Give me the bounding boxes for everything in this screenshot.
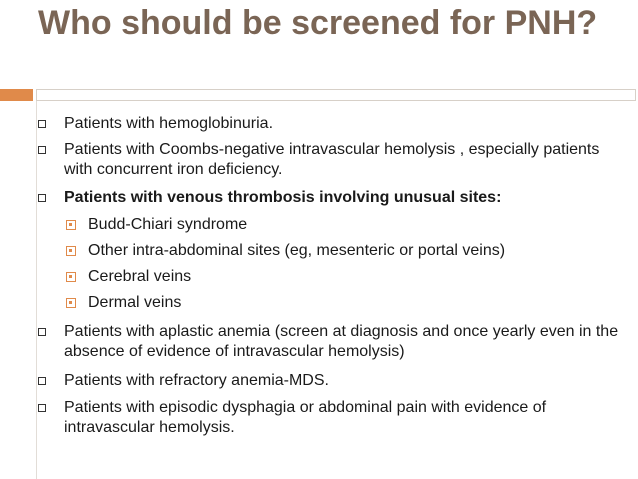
- orange-square-bullet-icon: [66, 272, 76, 282]
- hollow-square-bullet-icon: [38, 328, 46, 336]
- list-item: [64, 140, 624, 180]
- list-item: [64, 398, 624, 438]
- orange-square-bullet-icon: [66, 246, 76, 256]
- list-item-text: Patients with refractory anemia-MDS.: [64, 372, 329, 389]
- sub-list-item: [88, 293, 608, 313]
- list-item-text: Patients with venous thrombosis involving unusual sites:: [64, 189, 502, 206]
- orange-square-bullet-icon: [66, 220, 76, 230]
- hollow-square-bullet-icon: [38, 146, 46, 154]
- hollow-square-bullet-icon: [38, 194, 46, 202]
- hollow-square-bullet-icon: [38, 120, 46, 128]
- list-item: [64, 188, 624, 208]
- list-item: [64, 371, 624, 391]
- hollow-square-bullet-icon: [38, 404, 46, 412]
- sub-list-item-text: Dermal veins: [88, 294, 182, 311]
- list-item: [64, 114, 624, 134]
- slide-title: Who should be screened for PNH?: [38, 4, 598, 42]
- content-left-rule: [36, 101, 37, 479]
- list-item-text: Patients with Coombs-negative intravascular hemolysis , especially patients with concurrent iron deficiency.: [64, 141, 600, 178]
- title-accent-bar: [0, 89, 33, 101]
- list-item-text: Patients with aplastic anemia (screen at diagnosis and once yearly even in the absence of evidence of intravascular hemolysis): [64, 323, 619, 360]
- list-item: [64, 322, 624, 362]
- list-item-text: Patients with episodic dysphagia or abdominal pain with evidence of intravascular hemolysis.: [64, 399, 547, 436]
- sub-list-item-text: Budd-Chiari syndrome: [88, 216, 248, 233]
- list-item-text: Patients with hemoglobinuria.: [64, 115, 274, 132]
- sub-list-item: [88, 215, 608, 235]
- sub-list-item: [88, 241, 608, 261]
- title-divider: [36, 89, 636, 101]
- hollow-square-bullet-icon: [38, 377, 46, 385]
- sub-list-item-text: Other intra-abdominal sites (eg, mesenteric or portal veins): [88, 242, 506, 259]
- sub-list-item-text: Cerebral veins: [88, 268, 192, 285]
- sub-list-item: [88, 267, 608, 287]
- orange-square-bullet-icon: [66, 298, 76, 308]
